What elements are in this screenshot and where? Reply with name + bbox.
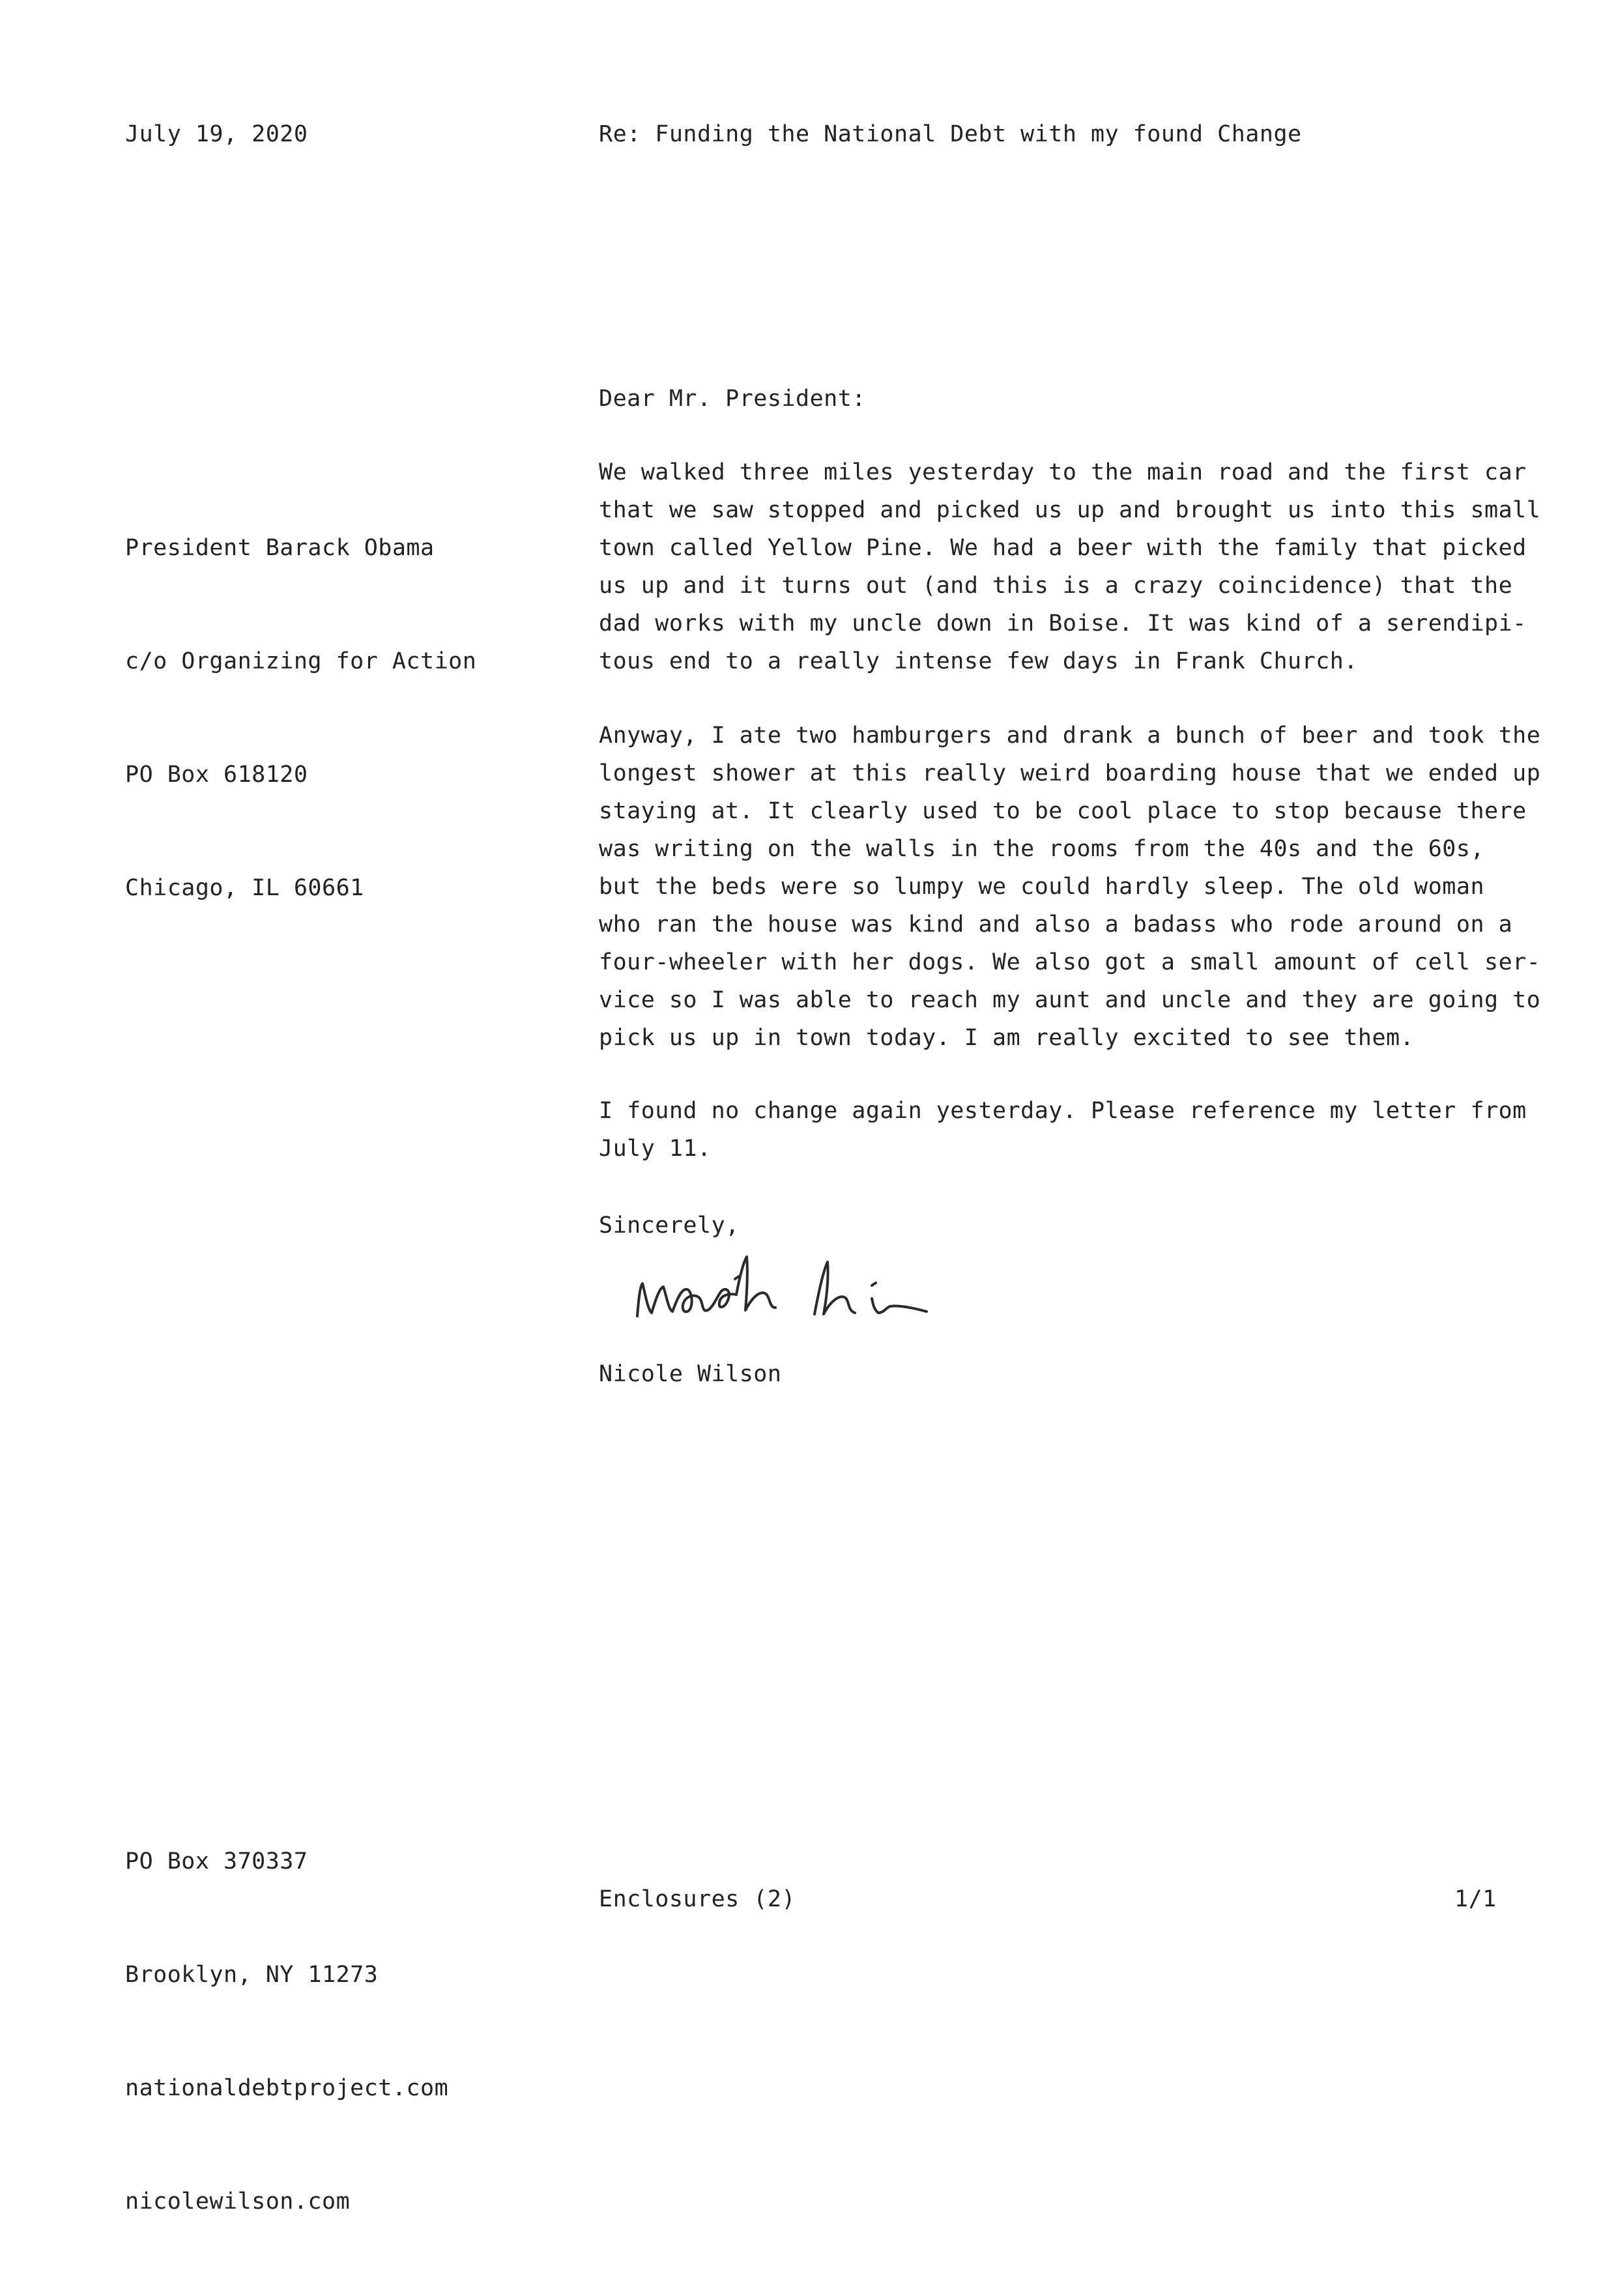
recipient-address <box>125 453 476 983</box>
paragraph-line: but the beds were so lumpy we could hardly sleep. The old woman <box>599 874 1485 900</box>
paragraph-line: staying at. It clearly used to be cool place to stop because there <box>599 798 1527 824</box>
closing: Sincerely, <box>599 1213 740 1239</box>
sender-website-link[interactable]: nicolewilson.com <box>125 2188 351 2215</box>
paragraph-line: I found no change again yesterday. Please reference my letter from <box>599 1098 1527 1124</box>
recipient-line: President Barack Obama <box>125 535 435 561</box>
paragraph-line: Anyway, I ate two hamburgers and drank a bunch of beer and took the <box>599 723 1541 749</box>
letter-date: July 19, 2020 <box>125 121 308 147</box>
sender-website-link[interactable]: nationaldebtproject.com <box>125 2075 449 2101</box>
signature-name: Nicole Wilson <box>599 1361 782 1387</box>
paragraph-line: We walked three miles yesterday to the main road and the first car <box>599 459 1527 485</box>
paragraph-line: vice so I was able to reach my aunt and uncle and they are going to <box>599 987 1541 1013</box>
paragraph-line: tous end to a really intense few days in Frank Church. <box>599 648 1358 674</box>
paragraph-line: us up and it turns out (and this is a crazy coincidence) that the <box>599 573 1513 599</box>
paragraph-line: longest shower at this really weird boarding house that we ended up <box>599 760 1541 786</box>
recipient-line: PO Box 618120 <box>125 762 308 788</box>
paragraph-line: dad works with my uncle down in Boise. It was kind of a serendipi- <box>599 610 1527 637</box>
paragraph-line: town called Yellow Pine. We had a beer with the family that picked <box>599 535 1527 561</box>
salutation: Dear Mr. President: <box>599 386 866 412</box>
recipient-line: c/o Organizing for Action <box>125 648 477 674</box>
sender-address <box>125 1767 448 2296</box>
paragraph-line: who ran the house was kind and also a badass who rode around on a <box>599 911 1513 938</box>
sender-address-line: PO Box 370337 <box>125 1848 308 1874</box>
paragraph-line: that we saw stopped and picked us up and brought us into this small <box>599 497 1541 523</box>
body-paragraph-3 <box>599 1092 1527 1168</box>
page-number: 1/1 <box>1454 1886 1497 1912</box>
enclosures-note: Enclosures (2) <box>599 1886 796 1912</box>
paragraph-line: July 11. <box>599 1136 712 1162</box>
paragraph-line: pick us up in town today. I am really excited to see them. <box>599 1025 1415 1051</box>
paragraph-line: four-wheeler with her dogs. We also got a small amount of cell ser- <box>599 949 1541 975</box>
handwritten-signature <box>626 1248 964 1332</box>
letter-subject: Re: Funding the National Debt with my found Change <box>599 121 1302 147</box>
paragraph-line: was writing on the walls in the rooms from the 40s and the 60s, <box>599 836 1485 862</box>
body-paragraph-2 <box>599 717 1541 1057</box>
body-paragraph-1 <box>599 453 1541 680</box>
recipient-line: Chicago, IL 60661 <box>125 875 364 901</box>
sender-address-line: Brooklyn, NY 11273 <box>125 1962 379 1988</box>
